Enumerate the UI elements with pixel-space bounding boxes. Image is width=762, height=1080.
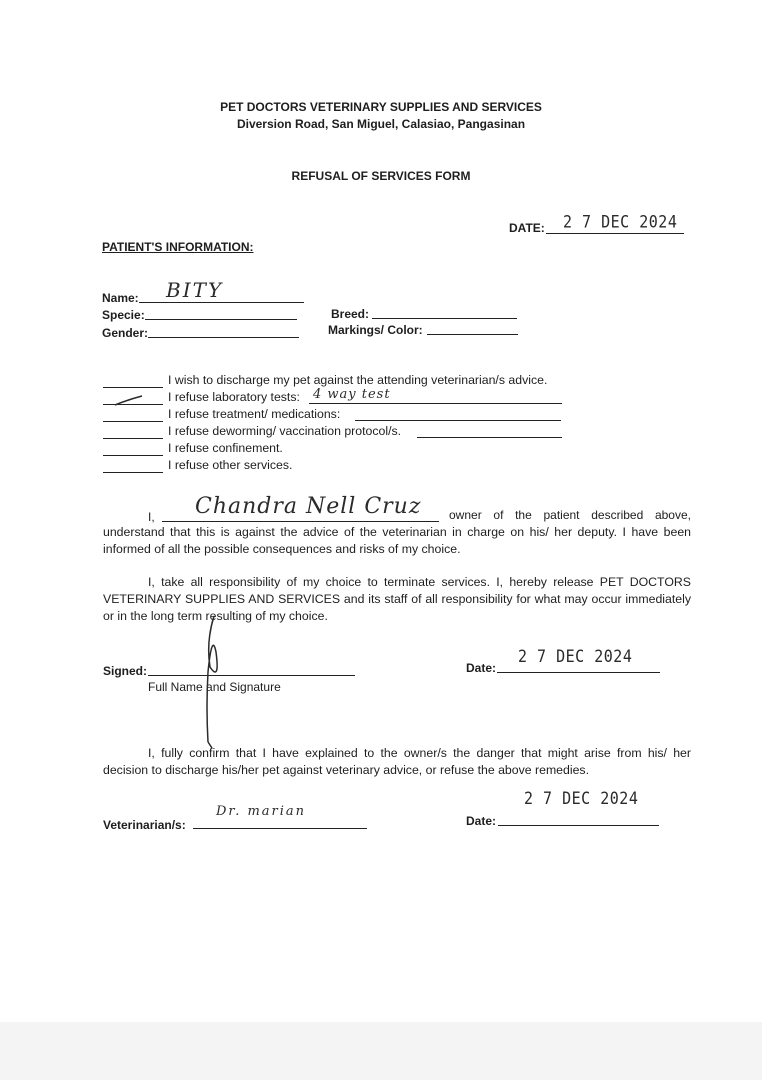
name-line	[139, 302, 304, 303]
breed-line	[372, 318, 517, 319]
vet-date-stamp: 2 7 DEC 2024	[524, 787, 639, 809]
signed-label: Signed:	[103, 664, 147, 678]
signed-date-label: Date:	[466, 661, 497, 675]
confirmation-paragraph: I, fully confirm that I have explained to the owner/s the danger that might arise from his/ her decision to discharge his/her pet against veterinary advice, or refuse the above remedies.	[103, 746, 691, 777]
markings-line	[427, 334, 518, 335]
option-4-detail-line	[417, 437, 562, 438]
gender-line	[148, 337, 299, 338]
signature-line	[148, 675, 355, 676]
form-title: REFUSAL OF SERVICES FORM	[291, 169, 471, 183]
specie-line	[145, 319, 297, 320]
option-2-detail-handwritten: 4 way test	[313, 387, 391, 402]
veterinarian-handwritten: Dr. marian	[216, 804, 307, 819]
option-5-blank	[103, 455, 163, 456]
specie-label: Specie:	[102, 308, 145, 322]
owner-prefix: I,	[148, 510, 155, 524]
option-2-detail-line	[309, 403, 562, 404]
date-label: DATE:	[509, 221, 545, 235]
option-1-blank	[103, 387, 163, 388]
veterinarian-label: Veterinarian/s:	[103, 818, 186, 832]
signed-date-line	[497, 672, 660, 673]
option-3-detail-line	[355, 420, 561, 421]
patient-name-handwritten: BITY	[166, 278, 224, 302]
owner-statement-continuation: understand that this is against the advice of the veterinarian in charge on his/ her deputy. I have been informed of all the possible consequences and risks of my choice.	[103, 525, 691, 556]
vet-date-line	[498, 825, 659, 826]
breed-label: Breed:	[331, 307, 370, 321]
patient-info-heading: PATIENT'S INFORMATION:	[102, 240, 254, 254]
org-address: Diversion Road, San Miguel, Calasiao, Pangasinan	[236, 117, 526, 131]
option-6-blank	[103, 472, 163, 473]
option-5-text: I refuse confinement.	[168, 441, 283, 455]
name-label: Name:	[102, 291, 139, 305]
option-2-checkmark	[113, 394, 145, 408]
vet-date-label: Date:	[466, 814, 497, 828]
date-stamp: 2 7 DEC 2024	[563, 211, 678, 233]
option-4-text: I refuse deworming/ vaccination protocol/s.	[168, 424, 402, 438]
signature-sublabel: Full Name and Signature	[148, 680, 281, 694]
org-name: PET DOCTORS VETERINARY SUPPLIES AND SERVICES	[220, 100, 542, 114]
veterinarian-line	[193, 828, 367, 829]
gender-label: Gender:	[102, 326, 149, 340]
responsibility-paragraph: I, take all responsibility of my choice to terminate services. I, hereby release PET DOCTORS VETERINARY SUPPLIES AND SERVICES and its staff of all responsibility for what may occur immediately or in the long term resulting of my choice.	[103, 575, 691, 623]
owner-signature-scribble	[196, 612, 236, 752]
option-6-text: I refuse other services.	[168, 458, 293, 472]
owner-name-line	[162, 521, 439, 522]
date-line	[546, 233, 684, 234]
option-3-text: I refuse treatment/ medications:	[168, 407, 341, 421]
option-4-blank	[103, 438, 163, 439]
markings-label: Markings/ Color:	[328, 323, 423, 337]
owner-text-after-name: owner of the patient described above,	[449, 508, 691, 522]
signed-date-stamp: 2 7 DEC 2024	[518, 645, 633, 667]
owner-name-handwritten: Chandra Nell Cruz	[195, 494, 422, 519]
option-3-blank	[103, 421, 163, 422]
option-1-text: I wish to discharge my pet against the attending veterinarian/s advice.	[168, 373, 548, 387]
scan-bottom-edge	[0, 1022, 762, 1080]
option-2-text: I refuse laboratory tests:	[168, 390, 300, 404]
